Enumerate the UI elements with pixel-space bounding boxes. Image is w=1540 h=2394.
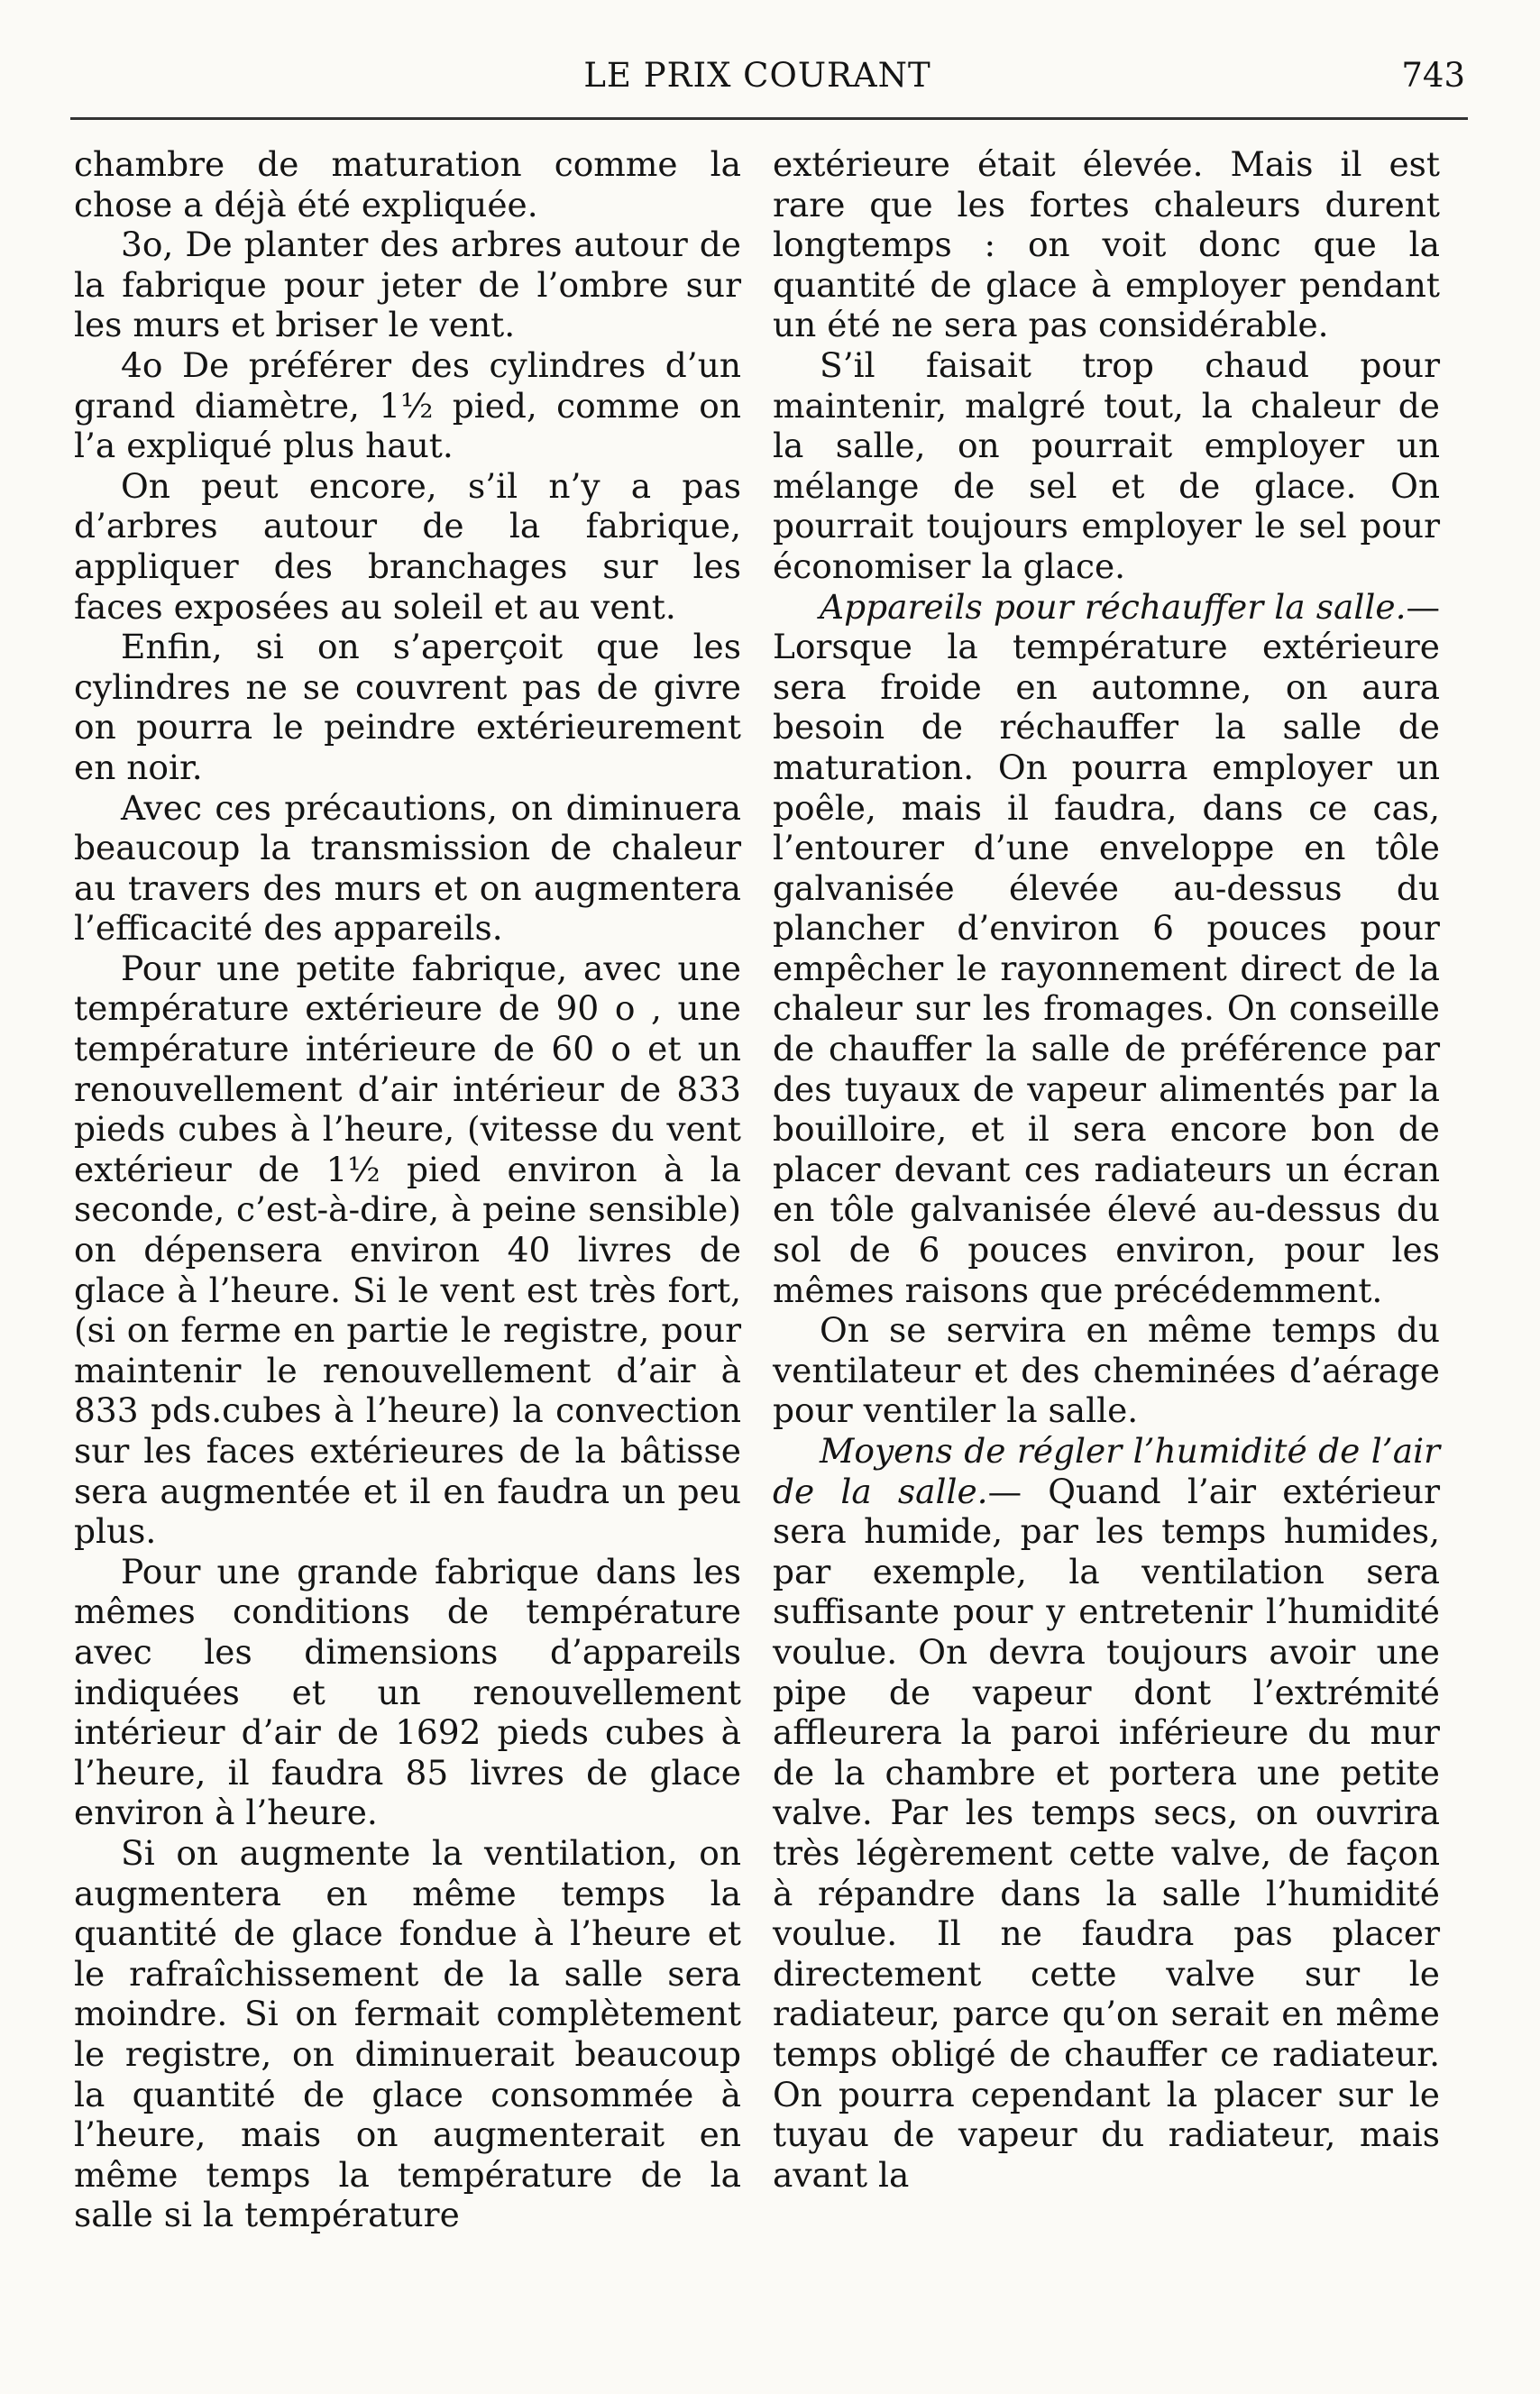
paragraph [773, 1431, 1440, 2195]
paragraph: Avec ces précautions, on diminuera beaucoup la transmission de chaleur au travers des murs et on augmentera l’efficacité des appareils. [74, 787, 741, 949]
paragraph [773, 587, 1440, 1311]
paragraph: S’il faisait trop chaud pour maintenir, malgré tout, la chaleur de la salle, on pourrait employer un mélange de sel et de glace. On pourrait toujours employer le sel pour économiser la glace. [773, 344, 1440, 586]
paragraph: Pour une grande fabrique dans les mêmes conditions de température avec les dimensions d’appareils indiquées et un renouvellement intérieur d’air de 1692 pieds cubes à l’heure, il faudra 85 livres de glace environ à l’heure. [74, 1551, 741, 1833]
page-number: 743 [1401, 56, 1465, 95]
section-heading: Moyens de régler l’humidité de l’air de la salle. [773, 1431, 1440, 1511]
paragraph: Si on augmente la ventilation, on augmentera en même temps la quantité de glace fondue à l’heure et le rafraîchissement de la salle sera moindre. Si on fermait complètement le registre, on diminuerait beaucoup la quantité de glace consommée à l’heure, mais on augmenterait en même temps la température de la salle si la température [74, 1832, 741, 2235]
paragraph-body: —Lorsque la température extérieure sera froide en automne, on aura besoin de réchauffer la salle de maturation. On pourra employer un poêle, mais il faudra, dans ce cas, l’entourer d’une enveloppe en tôle galvanisée élevée au-dessus du plancher d’environ 6 pouces pour empêcher le rayonnement direct de la chaleur sur les fromages. On conseille de chauffer la salle de préférence par des tuyaux de vapeur alimentés par la bouilloire, et il sera encore bon de placer devant ces radiateurs un écran en tôle galvanisée élevé au-dessus du sol de 6 pouces environ, pour les mêmes raisons que précédemment. [773, 586, 1440, 1310]
header-rule [70, 117, 1468, 120]
right-column [773, 144, 1440, 2195]
paragraph-body: — Quand l’air extérieur sera humide, par les temps humides, par exemple, la ventilation sera suffisante pour y entretenir l’humidité voulue. On devra toujours avoir une pipe de vapeur dont l’extrémité affleurera la paroi inférieure du mur de la chambre et portera une petite valve. Par les temps secs, on ouvrira très légèrement cette valve, de façon à répandre dans la salle l’humidité voulue. Il ne faudra pas placer directement cette valve sur le radiateur, parce qu’on serait en même temps obligé de chauffer ce radiateur. On pourra cependant la placer sur le tuyau de vapeur du radiateur, mais avant la [773, 1471, 1440, 2195]
paragraph: Enfin, si on s’aperçoit que les cylindres ne se couvrent pas de givre on pourra le peindre extérieurement en noir. [74, 627, 741, 787]
paragraph: On se servira en même temps du ventilateur et des cheminées d’aérage pour ventiler la salle. [773, 1310, 1440, 1431]
paragraph: On peut encore, s’il n’y a pas d’arbres autour de la fabrique, appliquer des branchages sur les faces exposées au soleil et au vent. [74, 465, 741, 627]
section-heading: Appareils pour réchauffer la salle. [820, 586, 1407, 627]
running-title: LE PRIX COURANT [583, 56, 931, 95]
paragraph: Pour une petite fabrique, avec une température extérieure de 90 o , une température intérieure de 60 o et un renouvellement d’air intérieur de 833 pieds cubes à l’heure, (vitesse du vent extérieur de 1½ pied environ à la seconde, c’est-à-dire, à peine sensible) on dépensera environ 40 livres de glace à l’heure. Si le vent est très fort, (si on ferme en partie le registre, pour maintenir le renouvellement d’air à 833 pds.cubes à l’heure) la convection sur les faces extérieures de la bâtisse sera augmentée et il en faudra un peu plus. [74, 948, 741, 1552]
paragraph: 4o De préférer des cylindres d’un grand diamètre, 1½ pied, comme on l’a expliqué plus haut. [74, 344, 741, 466]
paragraph: chambre de maturation comme la chose a déjà été expliquée. [74, 144, 741, 225]
left-column [74, 144, 741, 2235]
page-header [0, 56, 1540, 110]
paragraph: extérieure était élevée. Mais il est rare que les fortes chaleurs durent longtemps : on voit donc que la quantité de glace à employer pendant un été ne sera pas considérable. [773, 144, 1440, 345]
paragraph: 3o, De planter des arbres autour de la fabrique pour jeter de l’ombre sur les murs et briser le vent. [74, 225, 741, 345]
